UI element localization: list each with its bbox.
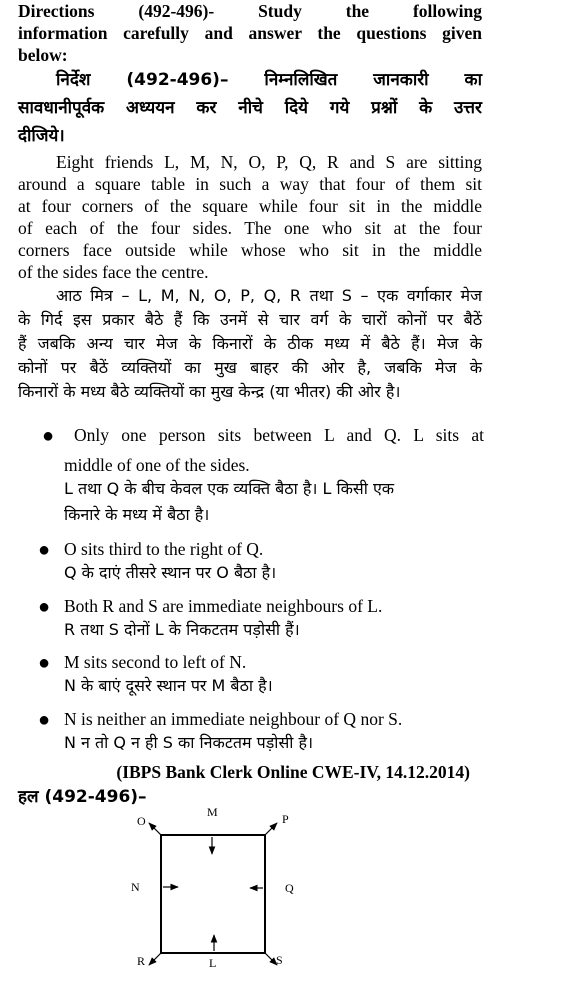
paragraph-hindi-line: किनारों के मध्य बैठे व्यक्तियों का मुख केन्द्र (या भीतर) की ओर है। <box>18 382 401 401</box>
label-top-right: P <box>282 812 289 826</box>
table-square <box>161 835 265 953</box>
source-citation <box>18 761 470 783</box>
condition-text-hindi: किनारे के मध्य में बैठा है। <box>64 505 210 524</box>
bullet-icon: ● <box>38 652 51 674</box>
directions-line: information carefully and answer the questions given <box>18 23 482 43</box>
directions-line: Directions (492-496)- Study the following <box>18 1 482 21</box>
condition-text: middle of one of the sides. <box>64 455 250 475</box>
condition-text-hindi: Q के दाएं तीसरे स्थान पर O बैठा है। <box>64 563 277 582</box>
label-top-side: M <box>207 805 218 819</box>
directions-hindi-line: सावधानीपूर्वक अध्ययन कर नीचे दिये गये प्रश्नों के उत्तर <box>18 98 482 118</box>
condition-text: Both R and S are immediate neighbours of L. <box>64 596 383 616</box>
condition-text-hindi: N न तो Q न ही S का निकटतम पड़ोसी है। <box>64 733 314 752</box>
paragraph-hindi-line: आठ मित्र – L, M, N, O, P, Q, R तथा S – एक वर्गाकार मेज <box>56 286 482 305</box>
paragraph-hindi-line: हैं जबकि अन्य चार मेज के किनारों के ठीक मध्य में बैठे हैं। मेज के <box>18 334 482 353</box>
bullet-icon: ● <box>38 596 51 618</box>
condition-text: M sits second to left of N. <box>64 652 247 672</box>
corner-arrow-top-right <box>265 823 277 835</box>
label-top-left: O <box>137 814 146 828</box>
condition-text-hindi: L तथा Q के बीच केवल एक व्यक्ति बैठा है। L किसी एक <box>64 479 395 498</box>
paragraph-line: at four corners of the square while four sit in the middle <box>18 196 482 216</box>
paragraph-line: of the sides face the centre. <box>18 262 209 282</box>
seating-diagram <box>0 800 563 980</box>
condition-text-hindi: N के बाएं दूसरे स्थान पर M बैठा है। <box>64 676 273 695</box>
condition-text-hindi: R तथा S दोनों L के निकटतम पड़ोसी हैं। <box>64 620 300 639</box>
directions-english <box>18 0 482 66</box>
directions-line: below: <box>18 45 68 65</box>
solution-label: हल (492-496)– <box>18 787 147 807</box>
paragraph-line: of each of the four sides. The one who sit at the four <box>18 218 482 238</box>
directions-hindi-line: दीजिये। <box>18 126 65 146</box>
directions-hindi-line: निर्देश (492-496)– निम्नलिखित जानकारी का <box>56 70 482 90</box>
label-bottom-right: S <box>276 953 283 967</box>
paragraph-hindi <box>18 284 482 404</box>
corner-arrow-top-left <box>149 823 161 835</box>
corner-arrow-bottom-left <box>149 953 161 965</box>
bullet-icon: ● <box>38 539 51 561</box>
condition-text: N is neither an immediate neighbour of Q nor S. <box>64 709 403 729</box>
bullet-icon: ● <box>42 425 55 447</box>
paragraph-line: Eight friends L, M, N, O, P, Q, R and S are sitting <box>56 152 482 172</box>
bullet-icon: ● <box>38 709 51 731</box>
directions-hindi <box>18 66 482 150</box>
condition-text: O sits third to the right of Q. <box>64 539 264 559</box>
paragraph-hindi-line: कोनों पर बैठें व्यक्तियों का मुख बाहर की ओर है, जबकि मेज के <box>18 358 482 377</box>
paragraph-line: corners face outside while whose who sit in the middle <box>18 240 482 260</box>
condition-text: Only one person sits between L and Q. L sits at <box>74 425 484 445</box>
source-text: (IBPS Bank Clerk Online CWE-IV, 14.12.2014) <box>116 762 470 782</box>
paragraph-hindi-line: के गिर्द इस प्रकार बैठे हैं कि उनमें से चार वर्ग के चारों कोनों पर बैठें <box>18 310 482 329</box>
label-bottom-side: L <box>209 956 217 970</box>
paragraph-english <box>18 151 482 283</box>
label-bottom-left: R <box>137 954 146 968</box>
label-left-side: N <box>131 880 140 894</box>
paragraph-line: around a square table in such a way that four of them sit <box>18 174 482 194</box>
label-right-side: Q <box>285 881 294 895</box>
